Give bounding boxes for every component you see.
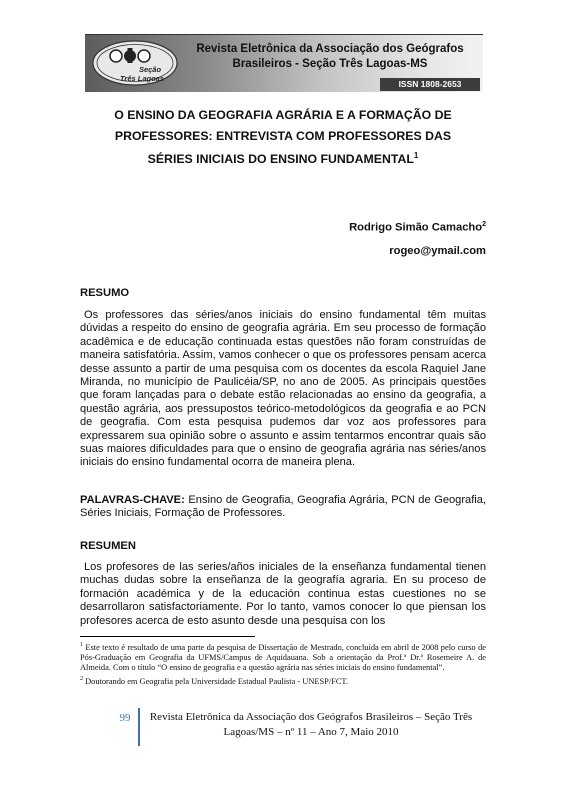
keywords-text: Ensino de Geografia, Geografia Agrária, PCN de Geografia, Séries Iniciais, Formação de Professores.: [80, 494, 486, 520]
footnote-1: [80, 640, 486, 674]
agb-logo: [90, 38, 180, 88]
resumen-heading: RESUMEN: [80, 540, 136, 552]
footer-line1: Revista Eletrônica da Associação dos Geógrafos Brasileiros – Seção Três: [149, 711, 473, 723]
resumo-text: Os professores das séries/anos iniciais do ensino fundamental têm muitas dúvidas a respeito do ensino de geografia agrária. Em seu processo de formação acadêmica e de educação continuada estas questões não foram construídas de maneira satisfatória. Assim, vamos conhecer o que os professores pensam acerca desse assunto a partir de uma pesquisa com os docentes da escola Raquiel Jane Miranda, no município de Paulicéia/SP, no ano de 2005. As principais questões que foram lançadas para o debate estão relacionadas ao ensino da geografia, a questão agrária, aos pressupostos teórico-metodológicos da geografia e ao PCN de geografia. Com esta pesquisa pudemos dar voz aos professores para expressarem sua opinião sobre o assunto e assim tentarmos encontrar quais são suas maiores dificuldades para que o ensino de geografia agrária nas séries/anos iniciais do ensino fundamental ocorra de maneira plena.: [80, 309, 486, 469]
issn-badge: ISSN 1808-2653: [380, 78, 480, 91]
resumen-text: Los profesores de las series/años iniciales de la enseñanza fundamental tienen muchas dudas sobre la enseñanza de la geografía agraria. En su proceso de formación académica y de la educación continua estas cuestiones no se desarrollaron satisfactoriamente. Por lo tanto, vamos conocer lo que piensan los profesores acerca de esto asunto desde una pesquisa con los: [80, 561, 486, 627]
article-title: [80, 105, 486, 170]
journal-name: [180, 42, 480, 72]
footnotes: [80, 640, 486, 687]
logo-text-line2: Três Lagoas: [119, 74, 165, 83]
keywords-label: PALAVRAS-CHAVE:: [80, 494, 185, 506]
author-email: rogeo@ymail.com: [389, 245, 486, 257]
footnote-separator: [80, 636, 255, 637]
title-line2: PROFESSORES: ENTREVISTA COM PROFESSORES DAS: [114, 128, 452, 143]
footnote-2-ref: 2: [80, 675, 83, 682]
logo-text-line1: Seção: [138, 65, 162, 74]
title-line1: O ENSINO DA GEOGRAFIA AGRÁRIA E A FORMAÇÃO DE: [114, 108, 452, 122]
footer-line2: Lagoas/MS – nº 11 – Ano 7, Maio 2010: [223, 726, 399, 738]
keywords: [80, 494, 486, 521]
journal-name-line1: Revista Eletrônica da Associação dos Geógrafos: [196, 43, 464, 55]
author-name-text: Rodrigo Simão Camacho: [349, 221, 483, 234]
footnote-2: [80, 674, 486, 687]
title-line3-text: SÉRIES INICIAIS DO ENSINO FUNDAMENTAL: [147, 152, 414, 167]
author-name: [349, 218, 486, 235]
author-footnote-ref: 2: [482, 221, 486, 228]
footer-divider: [138, 708, 140, 746]
footnote-1-ref: 1: [80, 642, 83, 648]
title-footnote-ref: 1: [413, 151, 419, 160]
journal-name-line2: Brasileiros - Seção Três Lagoas-MS: [232, 58, 428, 70]
footnote-2-text: Doutorando em Geografia pela Universidade Estadual Paulista - UNESP/FCT.: [85, 676, 348, 686]
footnote-1-text: Este texto é resultado de uma parte da pesquisa de Dissertação de Mestrado, concluída em abril de 2008 pelo curso de Pós-Graduação em Geografia da UFMS/Campus de Aquidauana. Sob a orientação da Prof.ª Dr.ª Rosemeire A. de Almeida. Com o título “O ensino de geografia e a questão agrária nas séries iniciais do ensino fundamental”.: [80, 642, 486, 673]
footer-citation: [146, 710, 476, 740]
resumo-heading: RESUMO: [80, 287, 130, 299]
page-number: 99: [119, 712, 131, 724]
title-line3: [80, 146, 486, 170]
